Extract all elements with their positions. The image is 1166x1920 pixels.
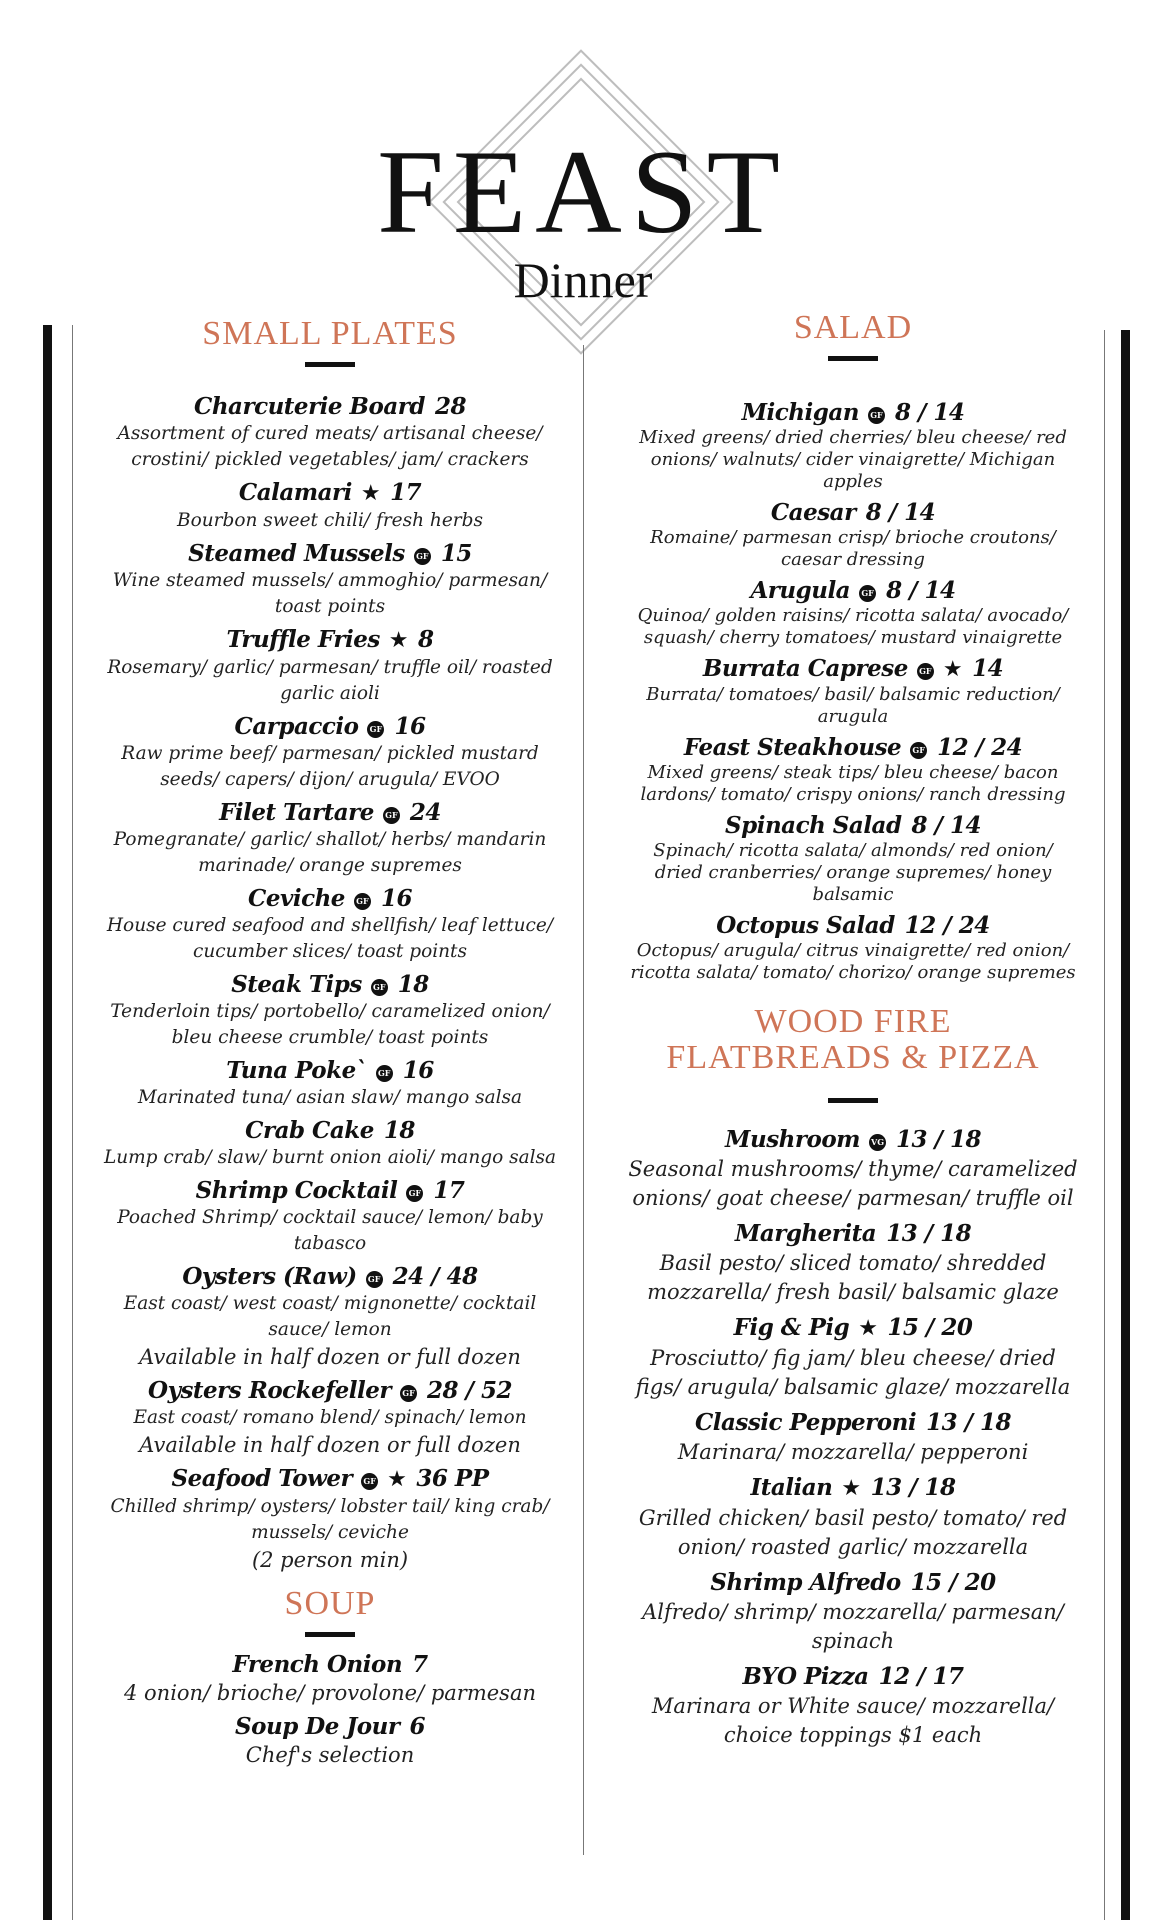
menu-item-name: Burrata Caprese [702,655,908,682]
menu-item-price: 8 / 14 [911,812,981,839]
menu-item-name-line [95,1057,565,1085]
gluten-free-icon: GF [376,1065,393,1082]
menu-item-description: Marinara/ mozzarella/ pepperoni [677,1440,1029,1464]
menu-item-name: Steak Tips [231,971,362,998]
menu-item-price: 28 / 52 [427,1377,512,1404]
menu-item [95,713,565,793]
menu-item-name: Truffle Fries [226,626,380,653]
menu-item-name-line [628,1125,1078,1155]
menu-item-description: Seasonal mushrooms/ thyme/ caramelized onions/ goat cheese/ parmesan/ truffle oil [628,1157,1078,1210]
menu-item [95,479,565,534]
menu-item-note: Available in half dozen or full dozen [139,1433,521,1457]
gluten-free-icon: GF [406,1185,423,1202]
section-rule [828,1098,878,1103]
menu-item-description: Marinated tuna/ asian slaw/ mango salsa [137,1087,523,1108]
menu-item-price: 8 [418,626,434,653]
left-column [95,316,565,1775]
small-plates-list [95,393,565,1574]
menu-item-name-line [95,1651,565,1679]
section-heading-soup: SOUP [284,1585,376,1622]
section-heading-salad: SALAD [793,309,913,346]
menu-item-name-line [628,499,1078,527]
menu-item-price: 13 / 18 [870,1474,956,1501]
menu-item-description: Spinach/ ricotta salata/ almonds/ red onion/ dried cranberries/ orange supremes/ honey balsamic [653,840,1053,905]
menu-item-description: House cured seafood and shellfish/ leaf lettuce/ cucumber slices/ toast points [106,915,554,962]
menu-item-name: French Onion [232,1651,403,1678]
section-rule [305,362,355,367]
menu-item-name: Mushroom [725,1126,861,1153]
menu-item-note: Chef's selection [245,1743,415,1767]
menu-item-price: 17 [390,479,422,506]
left-border-bar [43,325,52,1920]
menu-item-name: Soup De Jour [235,1713,400,1740]
menu-item-price: 15 [440,540,472,567]
menu-item-name: Italian [750,1474,833,1501]
menu-item [95,885,565,965]
menu-item-name: Feast Steakhouse [683,734,902,761]
gluten-free-icon: GF [361,1473,378,1490]
gluten-free-icon: GF [367,721,384,738]
section-heading-small-plates: SMALL PLATES [202,315,458,352]
menu-item-name: Fig & Pig [733,1314,850,1341]
soup-list [95,1651,565,1769]
star-icon: ★ [388,628,409,653]
right-border-bar [1121,330,1130,1920]
menu-item-description: Mixed greens/ steak tips/ bleu cheese/ bacon lardons/ tomato/ crispy onions/ ranch dressing [640,762,1066,805]
gluten-free-icon: GF [371,979,388,996]
menu-item-name-line [628,577,1078,605]
menu-item-price: 15 / 20 [910,1569,996,1596]
menu-item-description: Pomegranate/ garlic/ shallot/ herbs/ mandarin marinade/ orange supremes [113,829,547,876]
gluten-free-icon: GF [383,807,400,824]
menu-item [95,540,565,620]
star-icon: ★ [387,1467,407,1492]
menu-item-name: Oysters (Raw) [182,1263,357,1290]
menu-item-name: Crab Cake [245,1117,374,1144]
menu-item [628,734,1078,806]
menu-item [95,1057,565,1111]
menu-item-name: Classic Pepperoni [694,1409,917,1436]
menu-item-description: Chilled shrimp/ oysters/ lobster tail/ king crab/ mussels/ ceviche [110,1496,550,1543]
section-rule [305,1632,355,1637]
menu-item-price: 17 [433,1177,465,1204]
menu-item-price: 13 / 18 [896,1126,981,1153]
restaurant-title: FEAST [377,125,789,258]
menu-item [95,1465,565,1574]
menu-item-name-line [628,812,1078,840]
menu-item-name-line [628,1313,1078,1344]
menu-item-price: 16 [380,885,412,912]
menu-item [628,1568,1078,1656]
section-rule [828,356,878,361]
menu-item-price: 16 [402,1057,434,1084]
menu-item-name-line [628,399,1078,427]
menu-item-name-line [95,1263,565,1291]
menu-item [628,577,1078,649]
gluten-free-icon: GF [414,548,431,565]
menu-item-name-line [95,713,565,741]
menu-item-note: Available in half dozen or full dozen [139,1345,521,1369]
menu-item-name-line [95,885,565,913]
menu-item-name-line [95,1377,565,1405]
menu-item [628,812,1078,906]
menu-item-price: 12 / 24 [937,734,1023,761]
gluten-free-icon: GF [400,1385,417,1402]
menu-item-description: Prosciutto/ fig jam/ bleu cheese/ dried figs/ arugula/ balsamic glaze/ mozzarella [635,1346,1071,1399]
menu-item [95,1651,565,1707]
menu-item-price: 12 / 24 [904,912,990,939]
menu-item-name: Calamari [238,479,352,506]
menu-item-description: Grilled chicken/ basil pesto/ tomato/ red onion/ roasted garlic/ mozzarella [638,1506,1068,1559]
menu-item-description: East coast/ romano blend/ spinach/ lemon [133,1407,527,1428]
menu-item [628,1313,1078,1402]
star-icon: ★ [360,481,381,506]
menu-item-description: Romaine/ parmesan crisp/ brioche croutons/ caesar dressing [650,527,1056,570]
menu-item-description: Mixed greens/ dried cherries/ bleu cheese/ red onions/ walnuts/ cider vinaigrette/ Michigan apples [639,427,1067,492]
salad-list [628,399,1078,984]
menu-item-description: Poached Shrimp/ cocktail sauce/ lemon/ baby tabasco [117,1207,543,1254]
menu-item-price: 8 / 14 [865,499,936,526]
menu-item-name: Charcuterie Board [194,393,425,420]
menu-item-name-line [95,479,565,508]
menu-item [628,655,1078,728]
menu-item-price: 13 / 18 [926,1409,1012,1436]
menu-item-name-line [628,912,1078,940]
menu-item [628,1408,1078,1467]
menu-item [95,799,565,879]
gluten-free-icon: GF [910,742,927,759]
pizza-list [628,1125,1078,1750]
menu-item-name: Shrimp Cocktail [195,1177,398,1204]
menu-item-name-line [628,1219,1078,1249]
menu-item-name: Tuna Poke` [226,1057,367,1084]
menu-item-note: 4 onion/ brioche/ provolone/ parmesan [123,1681,536,1705]
menu-item-description: Wine steamed mussels/ ammoghio/ parmesan/ toast points [112,570,548,617]
menu-item-name: Filet Tartare [219,799,374,826]
menu-item-name: Steamed Mussels [188,540,405,567]
menu-item-name-line [95,1713,565,1741]
menu-item-price: 24 / 48 [392,1263,478,1290]
menu-item-note: (2 person min) [251,1548,409,1572]
menu-item [628,399,1078,493]
menu-subtitle: Dinner [513,252,653,308]
menu-item [628,1473,1078,1562]
menu-item-name: Caesar [770,499,856,526]
menu-item-name: Arugula [750,577,851,604]
menu-item [628,912,1078,984]
menu-item-name-line [95,1465,565,1494]
menu-item-name: Carpaccio [234,713,359,740]
menu-item [628,1662,1078,1750]
section-heading-pizza [628,1004,1078,1076]
menu-item-description: Lump crab/ slaw/ burnt onion aioli/ mango salsa [103,1147,557,1168]
menu-item-description: Quinoa/ golden raisins/ ricotta salata/ avocado/ squash/ cherry tomatoes/ mustard vinaigrette [637,605,1069,648]
menu-item-name: Seafood Tower [171,1465,353,1492]
menu-item-name-line [628,1568,1078,1598]
menu-item-description: Bourbon sweet chili/ fresh herbs [177,510,483,531]
menu-item-price: 8 / 14 [886,577,956,604]
menu-item-description: Assortment of cured meats/ artisanal cheese/ crostini/ pickled vegetables/ jam/ crackers [117,423,543,470]
star-icon: ★ [858,1316,878,1341]
menu-item-name-line [95,540,565,568]
gluten-free-icon: GF [354,893,371,910]
menu-item-name-line [628,655,1078,684]
menu-item [95,1713,565,1769]
menu-item-name-line [628,1408,1078,1438]
menu-item [95,1377,565,1459]
menu-item-description: Marinara or White sauce/ mozzarella/ choice toppings $1 each [651,1694,1055,1747]
menu-item-price: 7 [412,1651,428,1678]
menu-item-price: 14 [972,655,1004,682]
menu-item-price: 18 [383,1117,415,1144]
menu-item-name: Oysters Rockefeller [148,1377,392,1404]
menu-item [95,393,565,473]
left-border-line [72,325,73,1920]
gluten-free-icon: GF [366,1271,383,1288]
pizza-heading-line-2: FLATBREADS & PIZZA [666,1039,1040,1076]
menu-item-price: 12 / 17 [878,1663,964,1690]
gluten-free-icon: GF [859,585,876,602]
menu-item-price: 8 / 14 [894,399,965,426]
menu-item-name-line [95,626,565,655]
menu-item-name-line [628,1662,1078,1692]
column-divider [583,345,584,1855]
pizza-heading-line-1: WOOD FIRE [754,1003,952,1040]
menu-item-name: Ceviche [248,885,345,912]
star-icon: ★ [841,1476,861,1501]
menu-item-name-line [95,971,565,999]
menu-item [95,1117,565,1171]
menu-item [95,1177,565,1257]
menu-item [95,1263,565,1371]
menu-item-description: Basil pesto/ sliced tomato/ shredded mozzarella/ fresh basil/ balsamic glaze [647,1251,1059,1304]
menu-item-name-line [95,1117,565,1145]
menu-item-name-line [95,1177,565,1205]
menu-item-description: East coast/ west coast/ mignonette/ cocktail sauce/ lemon [123,1293,537,1340]
menu-item-name: Spinach Salad [725,812,902,839]
menu-item-description: Rosemary/ garlic/ parmesan/ truffle oil/ roasted garlic aioli [107,657,553,704]
menu-item-price: 24 [409,799,441,826]
menu-item [628,1125,1078,1213]
menu-item-price: 13 / 18 [886,1220,972,1247]
star-icon: ★ [942,657,963,682]
menu-item-name-line [95,393,565,421]
menu-item [95,626,565,707]
gluten-free-icon: GF [917,663,934,680]
menu-item-price: 28 [434,393,466,420]
gluten-free-icon: GF [868,407,885,424]
menu-item-name: Michigan [741,399,859,426]
menu-item [95,971,565,1051]
menu-item-description: Raw prime beef/ parmesan/ pickled mustard seeds/ capers/ dijon/ arugula/ EVOO [121,743,539,790]
menu-item-name: BYO Pizza [742,1663,869,1690]
right-border-line [1104,330,1105,1920]
menu-item-description: Burrata/ tomatoes/ basil/ balsamic reduction/ arugula [646,684,1060,727]
menu-item-price: 6 [409,1713,425,1740]
menu-item-name-line [628,1473,1078,1504]
menu-item-name: Octopus Salad [716,912,895,939]
menu-item-description: Alfredo/ shrimp/ mozzarella/ parmesan/ spinach [642,1600,1064,1653]
menu-item-price: 18 [397,971,429,998]
menu-item-name: Margherita [734,1220,877,1247]
menu-item-price: 16 [394,713,426,740]
menu-item-price: 15 / 20 [887,1314,973,1341]
menu-item-price: 36 PP [416,1465,489,1492]
menu-item-name-line [628,734,1078,762]
right-column [628,310,1078,1756]
menu-item [628,499,1078,571]
menu-item-name-line [95,799,565,827]
menu-item-name: Shrimp Alfredo [710,1569,901,1596]
menu-item-description: Octopus/ arugula/ citrus vinaigrette/ red onion/ ricotta salata/ tomato/ chorizo/ orange supremes [630,940,1076,983]
menu-item [628,1219,1078,1307]
menu-item-description: Tenderloin tips/ portobello/ caramelized onion/ bleu cheese crumble/ toast points [110,1001,550,1048]
vegetarian-icon: VG [869,1134,886,1151]
